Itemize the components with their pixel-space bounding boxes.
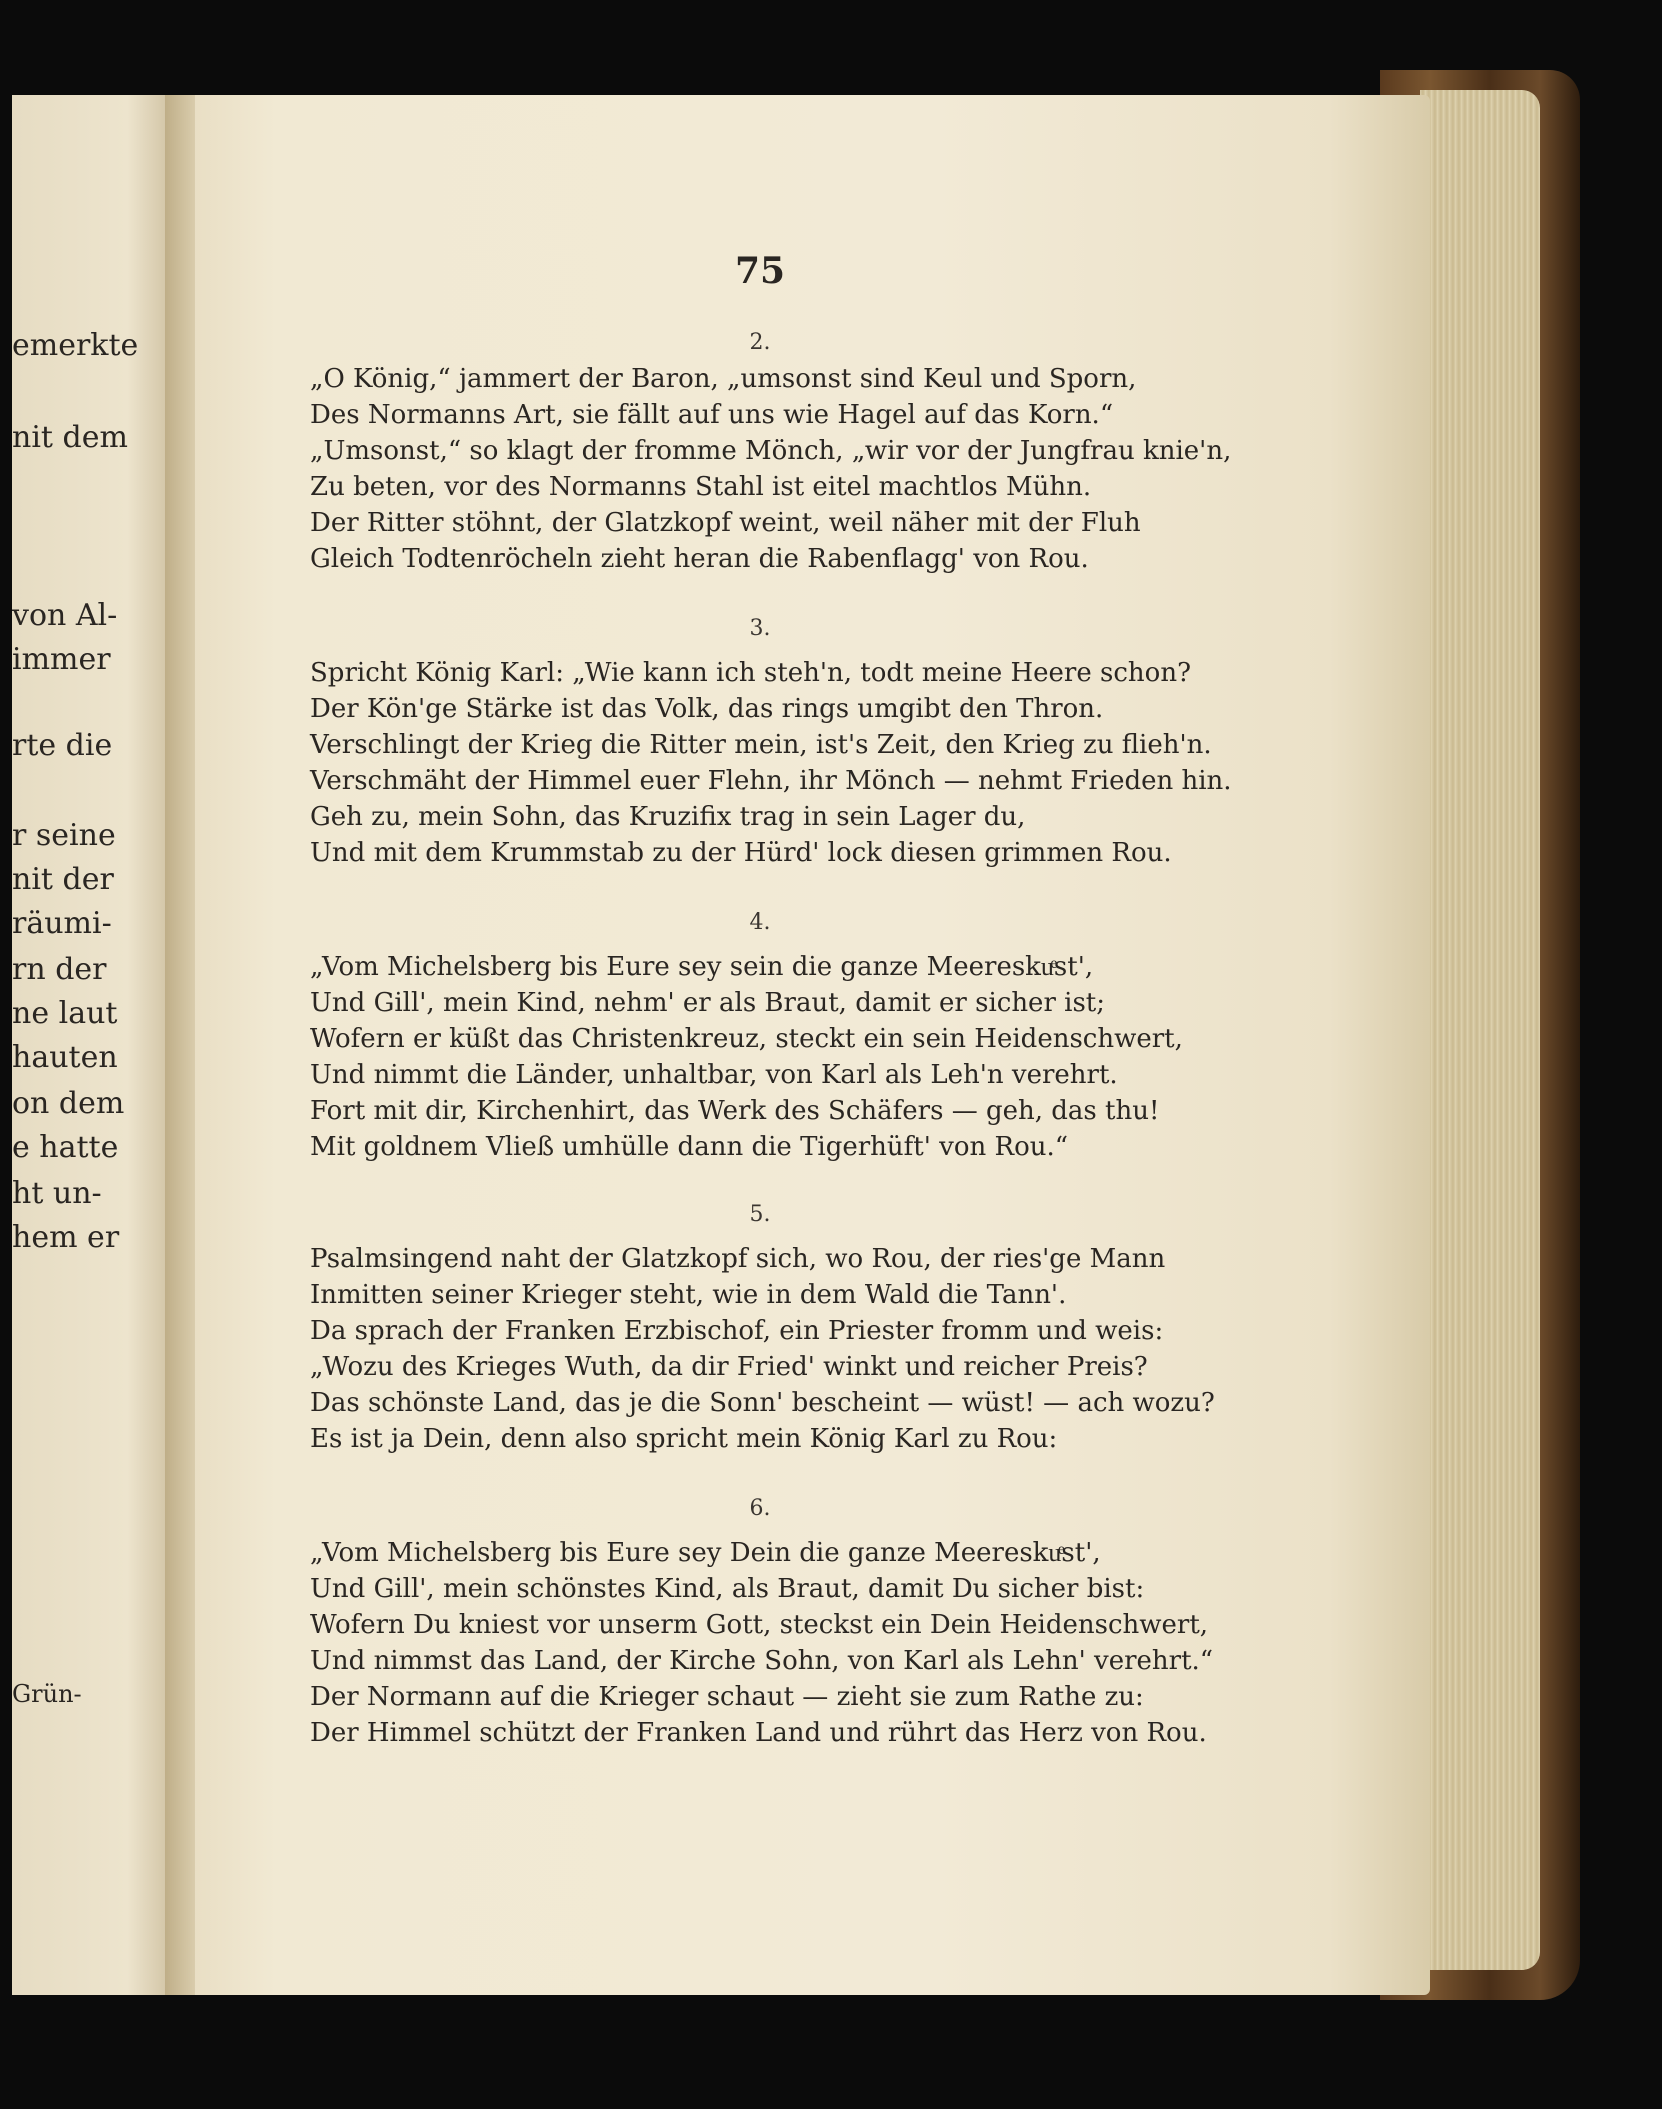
stanza-number: 4. [749,910,771,935]
verse-line: Inmitten seiner Krieger steht, wie in dem Wald die Tann'. [310,1280,1067,1310]
verse-line: Und mit dem Krummstab zu der Hürd' lock diesen grimmen Rou. [310,838,1172,868]
verse-line: Da sprach der Franken Erzbischof, ein Priester fromm und weis: [310,1316,1164,1346]
stanza-number: 2. [749,330,771,355]
verse-line: Der Kön'ge Stärke ist das Volk, das rings umgibt den Thron. [310,694,1104,724]
stanza-number: 3. [749,616,771,641]
verse-line: Der Himmel schützt der Franken Land und rührt das Herz von Rou. [310,1718,1207,1748]
verse-line: Und nimmst das Land, der Kirche Sohn, von Karl als Lehn' verehrt.“ [310,1646,1214,1676]
page-block-edge [1420,90,1540,1970]
left-fragment: immer [12,642,111,677]
verse-line: Spricht König Karl: „Wie kann ich steh'n, todt meine Heere schon? [310,658,1192,688]
left-page-text [12,0,177,2109]
left-fragment: nit dem [12,420,128,455]
verse-line: Gleich Todtenröcheln zieht heran die Rabenflagg' von Rou. [310,544,1089,574]
verse-line: Psalmsingend naht der Glatzkopf sich, wo Rou, der ries'ge Mann [310,1244,1166,1274]
stanza-number: 6. [749,1496,771,1521]
left-fragment: räumi- [12,906,112,941]
left-fragment: on dem [12,1086,125,1121]
verse-line: Das schönste Land, das je die Sonn' bescheint — wüst! — ach wozu? [310,1388,1215,1418]
verse-line: Zu beten, vor des Normanns Stahl ist eitel machtlos Mühn. [310,472,1092,502]
verse-line: Mit goldnem Vließ umhülle dann die Tigerhüft' von Rou.“ [310,1132,1069,1162]
verse-line: Fort mit dir, Kirchenhirt, das Werk des Schäfers — geh, das thu! [310,1096,1160,1126]
verse-line: Wofern Du kniest vor unserm Gott, steckst ein Dein Heidenschwert, [310,1610,1209,1640]
verse-line: Und Gill', mein schönstes Kind, als Braut, damit Du sicher bist: [310,1574,1145,1604]
verse-line: Der Ritter stöhnt, der Glatzkopf weint, weil näher mit der Fluh [310,508,1141,538]
left-fragment: nit der [12,862,114,897]
verse-line: „O König,“ jammert der Baron, „umsonst sind Keul und Sporn, [310,364,1137,394]
verse-line: „Vom Michelsberg bis Eure sey sein die ganze Meereskuͤst', [310,952,1094,982]
verse-line: Und Gill', mein Kind, nehm' er als Braut, damit er sicher ist; [310,988,1106,1018]
verse-line: Und nimmt die Länder, unhaltbar, von Karl als Leh'n verehrt. [310,1060,1118,1090]
verse-line: Geh zu, mein Sohn, das Kruzifix trag in sein Lager du, [310,802,1026,832]
verse-line: Verschmäht der Himmel euer Flehn, ihr Mönch — nehmt Frieden hin. [310,766,1232,796]
verse-line: Verschlingt der Krieg die Ritter mein, ist's Zeit, den Krieg zu flieh'n. [310,730,1212,760]
verse-line: Der Normann auf die Krieger schaut — zieht sie zum Rathe zu: [310,1682,1144,1712]
left-fragment: ht un- [12,1176,102,1211]
left-fragment: rte die [12,728,113,763]
left-fragment: Grün- [12,1680,82,1708]
left-fragment: emerkte [12,328,139,363]
stanza-number: 5. [749,1202,771,1227]
verse-line: „Umsonst,“ so klagt der fromme Mönch, „wir vor der Jungfrau knie'n, [310,436,1232,466]
page-number: 75 [734,250,786,292]
verse-line: Wofern er küßt das Christenkreuz, steckt ein sein Heidenschwert, [310,1024,1183,1054]
left-fragment: r seine [12,818,116,853]
left-fragment: von Al- [12,598,118,633]
left-fragment: hem er [12,1220,120,1255]
left-fragment: e hatte [12,1130,119,1165]
verse-line: Es ist ja Dein, denn also spricht mein König Karl zu Rou: [310,1424,1058,1454]
verse-line: Des Normanns Art, sie fällt auf uns wie Hagel auf das Korn.“ [310,400,1114,430]
left-fragment: hauten [12,1040,118,1075]
left-fragment: rn der [12,952,107,987]
verse-line: „Wozu des Krieges Wuth, da dir Fried' winkt und reicher Preis? [310,1352,1148,1382]
left-fragment: ne laut [12,996,118,1031]
verse-line: „Vom Michelsberg bis Eure sey Dein die ganze Meereskuͤst', [310,1538,1101,1568]
